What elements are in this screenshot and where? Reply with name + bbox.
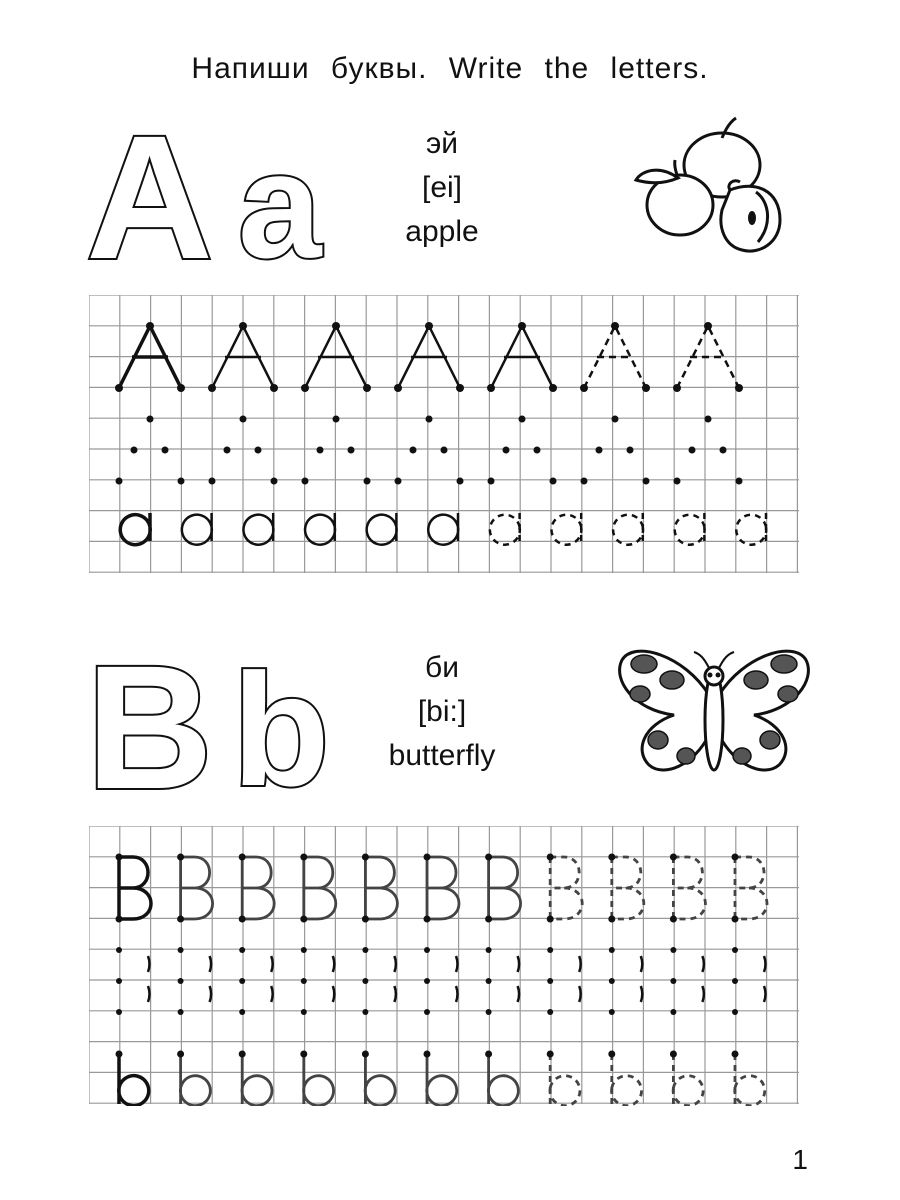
trace-lower-a (551, 513, 581, 545)
trace-lower-b (119, 1054, 149, 1106)
guide-dot (239, 947, 245, 953)
guide-dot (178, 978, 184, 984)
guide-dot (271, 478, 278, 485)
guide-dot (488, 478, 495, 485)
guide-dot (147, 416, 154, 423)
guide-arc (333, 986, 335, 1002)
apples-icon (630, 110, 810, 260)
butterfly-icon (614, 640, 814, 780)
big-uppercase-a: A (86, 100, 214, 296)
guide-dot (674, 478, 681, 485)
guide-dot (255, 447, 262, 454)
trace-lower-a (736, 513, 766, 545)
guide-dot (720, 447, 727, 454)
guide-dot (580, 384, 588, 392)
trace-lower-b (612, 1054, 642, 1106)
guide-dot (581, 478, 588, 485)
guide-arc (456, 956, 458, 972)
guide-dot (424, 978, 430, 984)
trace-lower-b (427, 1054, 457, 1106)
guide-dot (116, 1051, 123, 1058)
guide-dot (178, 947, 184, 953)
guide-dot (362, 1051, 369, 1058)
guide-dot (735, 384, 743, 392)
letter-b-transcription: [bi:] (417, 695, 467, 728)
guide-dot (302, 478, 309, 485)
guide-arc (333, 956, 335, 972)
guide-dot (362, 1009, 368, 1015)
guide-dot (394, 384, 402, 392)
guide-dot (608, 854, 615, 861)
guide-dot (609, 978, 615, 984)
guide-dot (301, 947, 307, 953)
guide-dot (732, 1009, 738, 1015)
trace-lower-a (243, 513, 273, 545)
guide-dot (547, 978, 553, 984)
guide-dot (456, 384, 464, 392)
guide-dot (608, 1051, 615, 1058)
guide-dot (612, 416, 619, 423)
trace-lower-b (242, 1054, 272, 1106)
guide-dot (116, 478, 123, 485)
guide-dot (300, 854, 307, 861)
guide-arc (456, 986, 458, 1002)
guide-dot (270, 384, 278, 392)
guide-dot (519, 416, 526, 423)
guide-dot (317, 447, 324, 454)
page-title: Напиши буквы. Write the letters. (191, 52, 709, 85)
trace-lower-b (735, 1054, 765, 1106)
guide-dot (116, 854, 123, 861)
guide-dot (333, 416, 340, 423)
guide-dot (670, 916, 677, 923)
guide-dot (485, 1051, 492, 1058)
guide-dot (362, 854, 369, 861)
guide-arc (394, 956, 396, 972)
guide-dot (410, 447, 417, 454)
guide-dot (485, 916, 492, 923)
guide-dot (239, 854, 246, 861)
guide-arc (579, 986, 581, 1002)
guide-dot (239, 1051, 246, 1058)
guide-dot (732, 1051, 739, 1058)
guide-dot (486, 947, 492, 953)
letter-b-info (362, 646, 522, 778)
guide-dot (627, 447, 634, 454)
guide-dot (670, 947, 676, 953)
guide-arc (518, 956, 520, 972)
guide-dot (146, 322, 154, 330)
guide-arc (210, 956, 212, 972)
guide-dot (240, 416, 247, 423)
big-uppercase-b: B (86, 630, 214, 826)
guide-dot (670, 978, 676, 984)
trace-lower-a (490, 513, 520, 545)
big-lowercase-b: b (232, 640, 330, 819)
guide-dot (239, 978, 245, 984)
guide-dot (642, 384, 650, 392)
guide-dot (116, 978, 122, 984)
big-lowercase-a: a (238, 121, 322, 289)
trace-lower-a (428, 513, 458, 545)
letter-a-info (362, 122, 522, 254)
trace-lower-b (673, 1054, 703, 1106)
guide-dot (131, 447, 138, 454)
guide-dot (424, 1009, 430, 1015)
guide-arc (271, 986, 273, 1002)
guide-dot (177, 854, 184, 861)
guide-arc (148, 956, 150, 972)
guide-dot (115, 384, 123, 392)
guide-dot (487, 384, 495, 392)
guide-dot (301, 978, 307, 984)
trace-lower-b (180, 1054, 210, 1106)
guide-dot (608, 916, 615, 923)
guide-dot (609, 947, 615, 953)
guide-dot (300, 1051, 307, 1058)
page-number: 1 (792, 1144, 808, 1175)
guide-arc (148, 986, 150, 1002)
guide-dot (364, 478, 371, 485)
guide-dot (547, 1009, 553, 1015)
guide-dot (362, 947, 368, 953)
guide-dot (162, 447, 169, 454)
guide-dot (300, 916, 307, 923)
guide-dot (116, 916, 123, 923)
guide-arc (702, 956, 704, 972)
guide-dot (178, 478, 185, 485)
guide-dot (732, 916, 739, 923)
trace-lower-b (488, 1054, 518, 1106)
trace-lower-b (304, 1054, 334, 1106)
guide-dot (457, 478, 464, 485)
guide-dot (116, 947, 122, 953)
guide-dot (611, 322, 619, 330)
trace-lower-b (365, 1054, 395, 1106)
guide-dot (549, 384, 557, 392)
letter-b-word: butterfly (388, 739, 496, 772)
letter-b-name-ru: би (425, 651, 459, 684)
guide-arc (579, 956, 581, 972)
trace-lower-b (550, 1054, 580, 1106)
letter-a-transcription: [ei] (421, 171, 463, 204)
guide-dot (704, 322, 712, 330)
guide-dot (441, 447, 448, 454)
guide-dot (732, 854, 739, 861)
guide-dot (486, 978, 492, 984)
trace-lower-a (613, 513, 643, 545)
guide-arc (518, 986, 520, 1002)
guide-dot (670, 1009, 676, 1015)
guide-arc (271, 956, 273, 972)
guide-dot (395, 478, 402, 485)
trace-lower-a (182, 513, 212, 545)
guide-arc (764, 986, 766, 1002)
guide-arc (702, 986, 704, 1002)
trace-lower-a (120, 513, 150, 545)
guide-dot (732, 978, 738, 984)
guide-dot (689, 447, 696, 454)
guide-dot (550, 478, 557, 485)
guide-dot (547, 916, 554, 923)
guide-dot (178, 1009, 184, 1015)
guide-dot (424, 947, 430, 953)
letter-a-name-ru: эй (425, 127, 459, 160)
grid-lines (89, 826, 799, 1104)
guide-dot (239, 1009, 245, 1015)
guide-dot (596, 447, 603, 454)
guide-dot (503, 447, 510, 454)
guide-dot (208, 384, 216, 392)
guide-arc (394, 986, 396, 1002)
guide-dot (363, 384, 371, 392)
guide-dot (534, 447, 541, 454)
guide-dot (424, 854, 431, 861)
guide-arc (641, 956, 643, 972)
grid-lines (89, 295, 799, 573)
guide-dot (301, 1009, 307, 1015)
guide-dot (518, 322, 526, 330)
guide-dot (670, 1051, 677, 1058)
guide-dot (239, 916, 246, 923)
guide-dot (362, 978, 368, 984)
guide-dot (209, 478, 216, 485)
guide-dot (301, 384, 309, 392)
tracing-grid-b (89, 826, 799, 1106)
guide-dot (224, 447, 231, 454)
trace-lower-a (367, 513, 397, 545)
letter-a-word: apple (405, 215, 479, 248)
guide-arc (641, 986, 643, 1002)
guide-dot (239, 322, 247, 330)
guide-dot (673, 384, 681, 392)
guide-dot (177, 916, 184, 923)
guide-dot (732, 947, 738, 953)
guide-dot (485, 854, 492, 861)
guide-dot (547, 854, 554, 861)
guide-dot (486, 1009, 492, 1015)
guide-dot (705, 416, 712, 423)
guide-dot (670, 854, 677, 861)
guide-dot (424, 916, 431, 923)
guide-dot (332, 322, 340, 330)
guide-dot (736, 478, 743, 485)
guide-dot (643, 478, 650, 485)
trace-lower-a (675, 513, 705, 545)
guide-dot (348, 447, 355, 454)
guide-dot (425, 322, 433, 330)
guide-arc (210, 986, 212, 1002)
guide-dot (609, 1009, 615, 1015)
guide-dot (426, 416, 433, 423)
guide-dot (362, 916, 369, 923)
guide-dot (424, 1051, 431, 1058)
guide-dot (177, 1051, 184, 1058)
trace-lower-a (305, 513, 335, 545)
guide-dot (547, 947, 553, 953)
guide-arc (764, 956, 766, 972)
tracing-grid-a (89, 295, 799, 575)
guide-dot (116, 1009, 122, 1015)
guide-dot (177, 384, 185, 392)
guide-dot (547, 1051, 554, 1058)
